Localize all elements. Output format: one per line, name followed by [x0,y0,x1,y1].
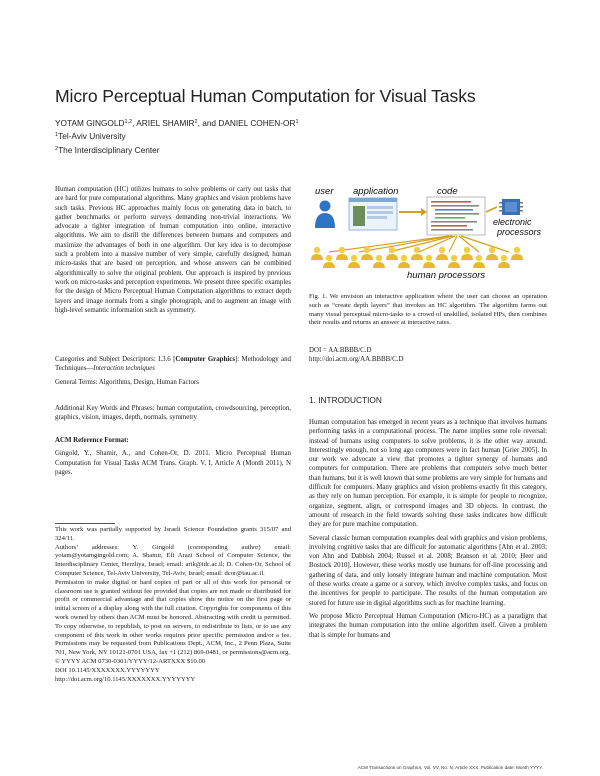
introduction-body [309,418,547,640]
human-processor-crowd [311,247,523,268]
human-processor-body [511,254,523,260]
human-processor-body [461,254,473,260]
arrow-application-to-code-head [421,208,427,216]
arrow-code-to-electronic [486,207,497,212]
permission-notice: Permission to make digital or hard copies of part or all of this work for personal or classroom use is granted without fee provided that copies are not made or distributed for profit or commercial advantage and that copies show this notice on the first page or initial screen of a display along with the full citation. Copyrights for components of this work owned by others than ACM must be honored. Abstracting with credit is permitted. To copy otherwise, to republish, to post on servers, to redistribute to lists, or to use any component of this work in other works requires prior specific permission and/or a fee. Permissions may be requested from Publications Dept., ACM, Inc., 2 Penn Plaza, Suite 701, New York, NY 10121-0701 USA, fax +1 (212) 869-0481, or permissions@acm.org. [55,578,291,657]
paper-title: Micro Perceptual Human Computation for Visual Tasks [55,86,476,106]
human-processor-body [473,262,485,268]
author-list [55,118,299,128]
human-processor-body [498,262,510,268]
introduction-paragraph-3: We propose Micro Perceptual Human Computation (Micro-HC) as a paradigm that integrates the human computation into the online algorithm itself. Given a problem that is simple for humans and [309,612,547,639]
footnote-doi: DOI 10.1145/XXXXXXX.YYYYYYY [55,666,160,674]
funding-note: This work was partially supported by Israeli Science Foundation grants 315/07 and 324/11. [55,526,291,542]
human-processor-body [348,262,360,268]
figure-label-application: application [353,186,399,197]
human-processor-body [361,254,373,260]
human-processor-icon [314,247,320,253]
human-processor-body [323,262,335,268]
copyright-line: © YYYY ACM 0730-0301/YYYY/12-ARTXXX $10.00 [55,657,206,665]
human-processor-icon [464,247,470,253]
figure-1-illustration [309,182,547,284]
figure-label-electronic: electronic [493,217,532,227]
keywords: Additional Key Words and Phrases: human computation, crowdsourcing, perception, graphics, vision, images, depth, normals, symmetry [55,405,291,422]
human-processor-icon [501,255,507,261]
human-processor-icon [476,255,482,261]
code-panel-icon [427,197,485,235]
human-processor-icon [451,255,457,261]
human-processor-icon [401,255,407,261]
human-processor-body [486,254,498,260]
human-processor-body [336,254,348,260]
footnote-url: http://doi.acm.org/10.1145/XXXXXXX.YYYYYYY [55,675,196,683]
human-processor-icon [364,247,370,253]
electronic-processor-chip-icon [499,199,523,215]
affiliation-1: $^1$Tel-Aviv University [55,131,126,141]
doi-url: http://doi.acm.org/AA.BBBB/C.D [309,356,404,364]
categories: Categories and Subject Descriptors: I.3.6 [Computer Graphics]: Methodology and Techniques—Interaction techniques [55,356,291,373]
doi-block [309,346,547,365]
page-footer: ACM Transactions on Graphics, Vol. VV, No. N, Article XXX, Publication date: Month YYYY. [357,765,543,770]
author-2-affiliation: 2 [194,119,198,125]
human-processor-body [386,254,398,260]
doi-text: DOI = AA.BBBB/C.D [309,347,372,354]
application-window-icon [349,198,397,230]
authors-addresses: Authors’ addresses: Y. Gingold (corresponding author) email: yotam@yotamgingold.com; A. Shamir, Efi Arazi School of Computer Science, the Interdisciplinary Center, Herzliya, Israel; email: arik@idc.ac.il; D. Cohen-Or, School of Computer Science, Tel-Aviv University, Tel-Aviv, Israel; email: dcor@tau.ac.il. [55,543,291,577]
introduction-paragraph-1: Human computation has emerged in recent years as a technique that involves humans performing tasks in a computational process. The name implies some role reversal: instead of humans using computers to solve problems, it is the other way around. Interestingly enough, not so long ago computers were in fact human [Grier 2005]. In our work we advocate a view that promotes a tighter synergy of humans and computers for computation. There are problems that computers solve much better than humans, but it is well known that some problems are very simple for humans and difficult for computers. Many graphics and vision problems exactly fit this category, as they rely on human perception. For example, it is simple for people to recognize, organize, segment, align, or correspond images and 3D objects. In contrast, the amount of research in the field towards solving these tasks indicates how difficult they are for pure machine computation. [309,419,547,529]
human-processor-body [448,262,460,268]
introduction-heading: 1. INTRODUCTION [309,395,382,405]
human-processor-body [423,262,435,268]
user-silhouette-icon [315,201,335,229]
abstract-text: Human computation (HC) utilizes humans to solve problems or carry out tasks that are hard for pure computational algorithms. Many graphics and vision problems have such tasks. Previous HC approaches mainly focus on generating data in batch, to gather benchmarks or perform surveys demanding non-trivial interactions. We advocate a tighter integration of human computation into online, interactive algorithms. We aim to distill the differences between humans and computers and maximize the advantages of both in one algorithm. Our key idea is to decompose such a problem into a massive number of very simple, carefully designed, human micro-tasks that are based on perception, and whose answers can be combined algorithmically to solve the original problem. Our approach is inspired by previous work on micro-tasks and perception experiments. We present three specific examples for the design of Micro Perceptual Human Computation algorithms to extract depth layers and image normals from a single photograph, and to augment an image with high-level semantic information such as symmetry. [55,186,291,314]
figure-1-caption: Fig. 1. We envision an interactive application where the user can choose an operation such as “create depth layers” that invokes an HC algorithm. The algorithm farms out many visual perceptual micro-tasks to a crowd of unskilled, isolated HPs, then combines their results and returns an answer at interactive rates. [309,293,547,327]
human-processor-icon [489,247,495,253]
human-processor-icon [326,255,332,261]
human-processor-icon [351,255,357,261]
author-1: YOTAM GINGOLD [55,118,125,128]
figure-label-code: code [437,186,458,197]
acm-reference-text: Gingold, Y., Shamir, A., and Cohen-Or, D. 2011. Micro Perceptual Human Computation for Visual Tasks ACM Trans. Graph. V, I, Article A (Month 2011), N pages. [55,450,291,476]
human-processor-icon [426,255,432,261]
footnote [55,526,291,684]
human-processor-icon [439,247,445,253]
human-processor-icon [339,247,345,253]
author-3-affiliation: 1 [295,119,299,125]
author-3: , and DANIEL COHEN-OR [197,118,296,128]
human-processor-icon [414,247,420,253]
abstract [55,185,291,315]
affiliation-2: $^2$The Interdisciplinary Center [55,145,160,155]
author-1-affiliation: 1,2 [124,119,133,125]
human-processor-icon [389,247,395,253]
figure-label-processors: processors [497,227,542,237]
human-processor-body [436,254,448,260]
acm-reference-heading: ACM Reference Format: [55,437,129,444]
general-terms: General Terms: Algorithms, Design, Human Factors [55,379,199,386]
human-processor-body [373,262,385,268]
acm-reference [55,436,291,477]
human-processor-body [311,254,323,260]
footnote-rule [55,523,115,524]
human-processor-icon [376,255,382,261]
introduction-paragraph-2: Several classic human computation examples deal with graphics and vision problems, involving cognitive tasks that are difficult for automatic algorithms [Ahn et al. 2003; von Ahn and Dabbish 2004; Russel et al. 2008; Branson et al. 2010; Heer and Bostock 2010]. However, these works mostly use humans for off-line processing and gathering of data, and only loosely integrate human and machine computation. Most of these works create a game or a survey, which involve complex tasks, and focus on the incentives for people to participate. The results of the human computation are stored for future use in digital algorithms such as for machine learning. [309,534,547,607]
human-processor-body [398,262,410,268]
human-processor-body [411,254,423,260]
figure-label-user: user [315,186,334,197]
author-2: , ARIEL SHAMIR [132,118,195,128]
figure-label-human-processors: human processors [407,270,486,281]
human-processor-icon [514,247,520,253]
